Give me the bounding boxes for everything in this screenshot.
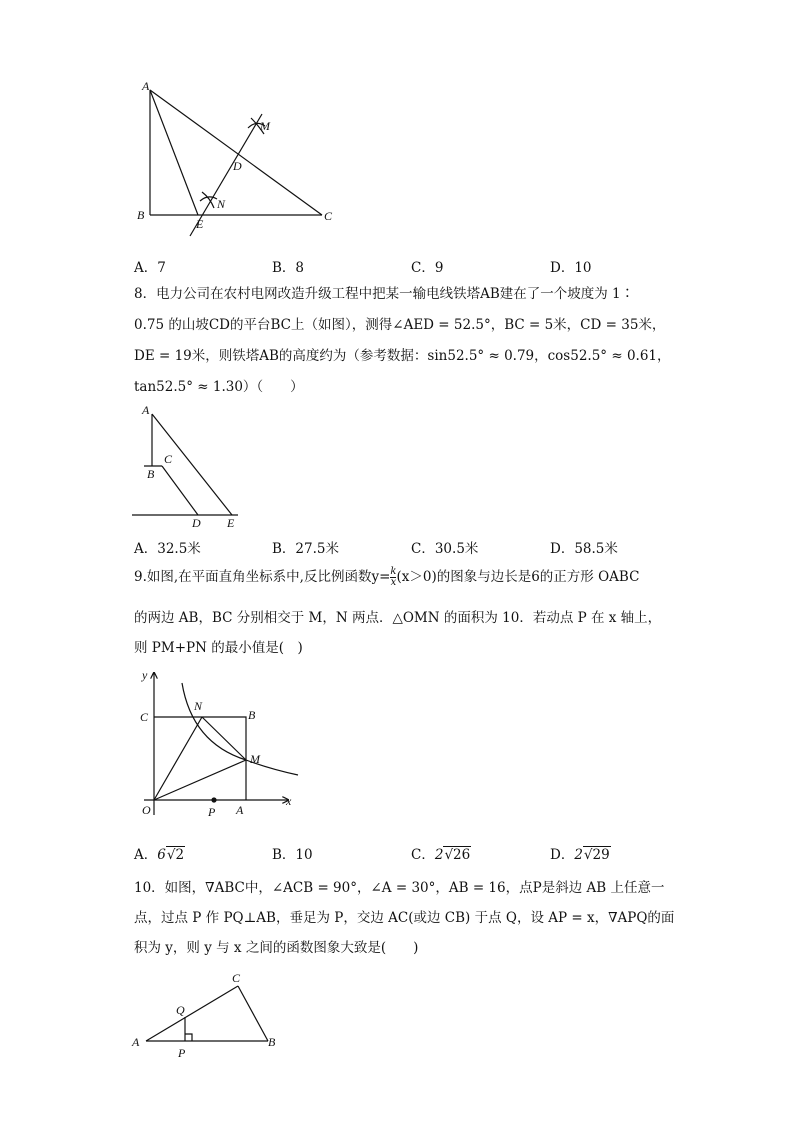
q8-option-d[interactable]: D．58.5米 <box>550 541 618 557</box>
segment-ae <box>150 90 198 215</box>
figure-q8 <box>130 400 250 530</box>
label-a: A <box>236 803 244 817</box>
q8-option-c[interactable]: C．30.5米 <box>411 541 479 557</box>
q7-option-d[interactable]: D．10 <box>550 260 592 276</box>
q9-text-line2: 的两边 AB，BC 分别相交于 M，N 两点．△OMN 的面积为 10．若动点 P 在 x 轴上， <box>134 610 662 626</box>
q9-option-d[interactable]: D．2√29 <box>550 847 610 863</box>
segment-om <box>154 760 246 800</box>
label-b: B <box>248 708 256 722</box>
figure-q9 <box>130 665 310 825</box>
label-n: N <box>194 699 203 713</box>
q8-option-b[interactable]: B．27.5米 <box>272 541 339 557</box>
point-p <box>211 797 216 802</box>
q7-option-b[interactable]: B．8 <box>272 260 305 276</box>
q9-option-b[interactable]: B．10 <box>272 847 313 863</box>
label-d: D <box>192 516 201 530</box>
label-m: M <box>250 752 260 766</box>
q9-line1-post: (x＞0)的图象与边长是6的正方形 OABC <box>396 569 640 585</box>
square-oabc <box>154 717 246 800</box>
hyperbola-curve <box>182 683 298 775</box>
q9-line1-pre: 9.如图,在平面直角坐标系中,反比例函数y= <box>134 569 391 585</box>
figure-q7 <box>120 70 350 245</box>
label-p: P <box>208 805 216 819</box>
label-e: E <box>227 516 235 530</box>
label-y: y <box>142 668 148 682</box>
q10-text-line1: 10．如图，∇ABC中，∠ACB = 90°，∠A = 30°，AB = 16，点P是斜边 AB 上任意一 <box>134 880 665 896</box>
q9-option-a[interactable]: A．6√2 <box>134 847 185 863</box>
q8-text-line2: 0.75 的山坡CD的平台BC上（如图），测得∠AED = 52.5°，BC = 5米，CD = 35米， <box>134 317 666 333</box>
label-e: E <box>196 217 204 231</box>
q8-text-line1: 8．电力公司在农村电网改造升级工程中把某一输电线铁塔AB建在了一个坡度为 1∶ <box>134 286 635 302</box>
label-o: O <box>142 803 151 817</box>
fraction-k-over-x: $\frac{k}{x}$ <box>390 566 397 588</box>
figure-q10 <box>128 968 288 1063</box>
segment-cb <box>238 986 268 1041</box>
q8-option-a[interactable]: A．32.5米 <box>134 541 201 557</box>
label-c: C <box>324 209 333 223</box>
label-b: B <box>147 467 155 481</box>
q10-text-line2: 点，过点 P 作 PQ⊥AB，垂足为 P，交边 AC(或边 CB) 于点 Q，设 AP = x，∇APQ的面 <box>134 910 675 926</box>
label-b: B <box>268 1035 276 1049</box>
label-n: N <box>217 197 226 211</box>
q9-text-line3: 则 PM+PN 的最小值是( ) <box>134 640 303 656</box>
q9-text-line1 <box>134 567 639 588</box>
label-a: A <box>142 79 150 93</box>
label-d: D <box>233 159 242 173</box>
label-q: Q <box>176 1003 185 1017</box>
label-a: A <box>132 1035 140 1049</box>
label-c: C <box>140 710 149 724</box>
q9-option-c[interactable]: C．2√26 <box>411 847 471 863</box>
q7-option-a[interactable]: A．7 <box>134 260 166 276</box>
label-c: C <box>232 971 241 985</box>
right-angle-mark <box>185 1034 192 1041</box>
label-b: B <box>137 208 145 222</box>
label-c: C <box>164 452 173 466</box>
segment-on <box>154 717 202 800</box>
label-a: A <box>142 403 150 417</box>
q8-text-line3: DE = 19米，则铁塔AB的高度约为（参考数据：sin52.5° ≈ 0.79，cos52.5° ≈ 0.61， <box>134 348 671 364</box>
label-m: M <box>260 119 270 133</box>
segment-ac <box>146 986 238 1041</box>
q7-option-c[interactable]: C．9 <box>411 260 444 276</box>
slope-cd <box>162 466 198 515</box>
label-x: x <box>286 794 292 808</box>
segment-ac <box>150 90 322 215</box>
q8-text-line4: tan52.5° ≈ 1.30）（ ） <box>134 379 304 395</box>
q10-text-line3: 积为 y，则 y 与 x 之间的函数图象大致是( ) <box>134 940 419 956</box>
label-p: P <box>178 1046 186 1060</box>
